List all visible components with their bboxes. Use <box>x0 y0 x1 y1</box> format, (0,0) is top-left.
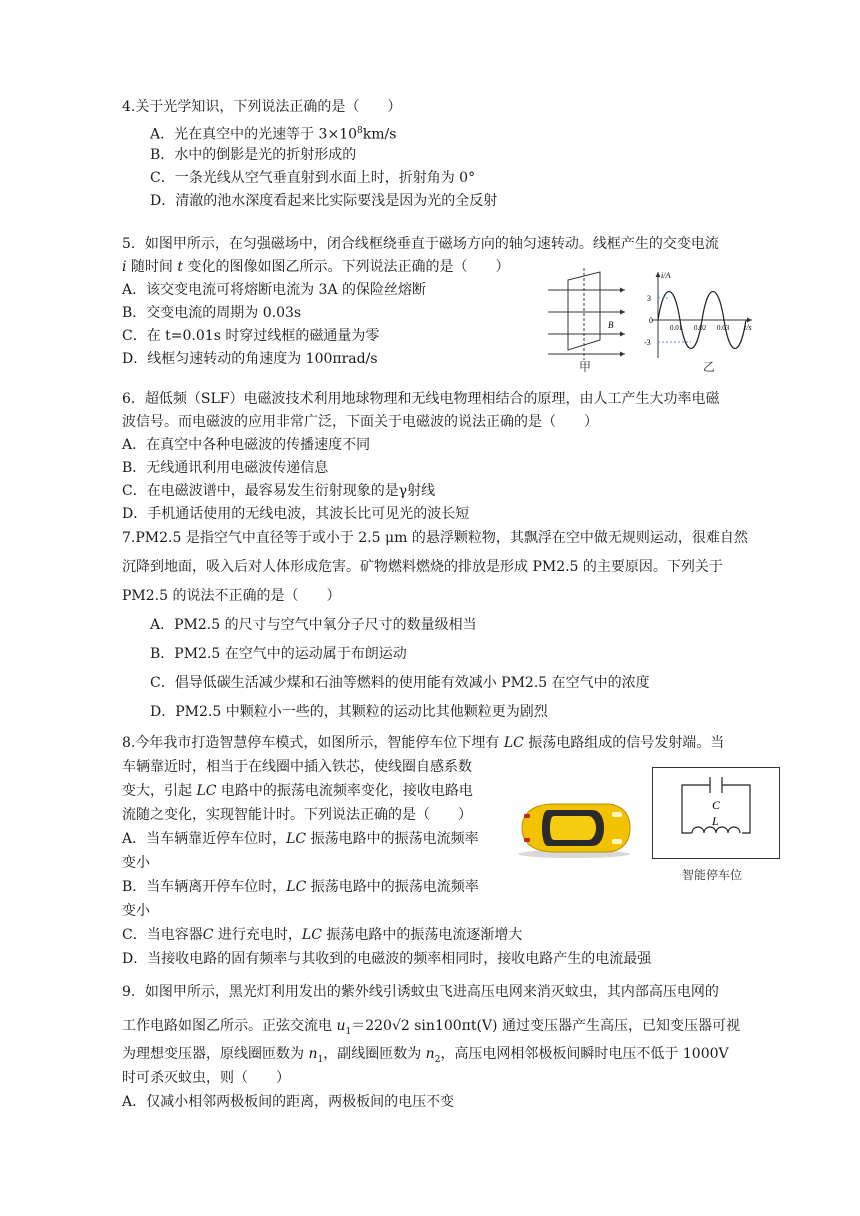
q6-option-a: A．在真空中各种电磁波的传播速度不同 <box>122 437 371 453</box>
q4-option-b: B．水中的倒影是光的折射形成的 <box>150 147 357 163</box>
q8-c-a: C．当电容器 <box>122 927 203 943</box>
q9-stem2-a: 工作电路如图乙所示。正弦交流电 <box>122 1018 337 1034</box>
q5-yi-x-axis: t/s <box>744 323 752 332</box>
q8-stem-line3 <box>122 781 473 801</box>
q4-a-pre: A．光在真空中的光速等于 3×10 <box>150 126 358 143</box>
q9-stem2-b: ＝220 <box>351 1018 392 1034</box>
q8-b1-b: 振荡电路中的振荡电流频率 <box>306 879 479 895</box>
q8-stem-line4: 流随之变化，实现智能计时。下列说法正确的是（ ） <box>122 807 472 823</box>
q4-option-d: D．清澈的池水深度看起来比实际要浅是因为光的全反射 <box>150 193 498 209</box>
q5-yi-x-tick-3: 0.03 <box>717 324 730 332</box>
q5-stem-line2 <box>122 257 509 277</box>
q9-stem-line3 <box>122 1044 729 1070</box>
circuit-c-label: C <box>712 798 721 812</box>
q8-stem1-a: 8.今年我市打造智慧停车模式，如图所示，智能停车位下埋有 <box>122 735 504 751</box>
q5-yi-y-bottom: -3 <box>644 338 651 347</box>
q8-a1-a: A．当车辆靠近停车位时， <box>122 831 287 847</box>
q5-stem2-b: 随时间 <box>126 259 178 275</box>
q8-stem-line1 <box>122 733 724 753</box>
q5-jia-b-label: B <box>608 320 614 330</box>
q5-jia-caption: 甲 <box>579 360 592 374</box>
q8-stem1-b: 振荡电路组成的信号发射端。当 <box>523 735 725 751</box>
q9-stem3-a: 为理想变压器，原线圈匝数为 <box>122 1046 309 1062</box>
q5-figure-yi <box>640 268 760 360</box>
q5-yi-x-tick-2: 0.02 <box>694 324 707 332</box>
q8-stem3-b: 电路中的振荡电流频率变化，接收电路电 <box>216 783 473 799</box>
q6-option-b: B．无线通讯利用电磁波传递信息 <box>122 460 329 476</box>
q7-stem-line2: 沉降到地面，吸入后对人体形成危害。矿物燃料燃烧的排放是形成 PM2.5 的主要原因。下列关于 <box>122 559 723 575</box>
q7-option-a: A．PM2.5 的尺寸与空气中氧分子尺寸的数量级相当 <box>150 617 477 633</box>
q5-stem2-d: 变化的图像如图乙所示。下列说法正确的是（ ） <box>183 259 510 275</box>
q8-b1-a: B．当车辆离开停车位时， <box>122 879 287 895</box>
q8-lc-3: LC <box>286 831 307 847</box>
q8-option-c <box>122 925 522 945</box>
q9-option-a: A．仅减小相邻两极板间的距离，两极板间的电压不变 <box>122 1094 455 1110</box>
q6-stem-line1: 6．超低频（SLF）电磁波技术利用地球物理和无线电物理相结合的原理，由人工产生大功率电磁 <box>122 391 720 407</box>
q8-option-a-line1 <box>122 829 479 849</box>
q9-stem-line1: 9．如图甲所示，黑光灯利用发出的紫外线引诱蚊虫飞进高压电网来消灭蚊虫，其内部高压电网的 <box>122 984 719 1000</box>
q9-var-u: u <box>336 1018 346 1034</box>
q9-n1: n <box>308 1046 318 1062</box>
lc-circuit-caption: 智能停车位 <box>682 868 743 882</box>
q4-stem: 4.关于光学知识，下列说法正确的是（ ） <box>122 99 402 115</box>
q5-yi-caption: 乙 <box>703 360 716 374</box>
q9-sqrt2: √2 <box>391 1018 410 1034</box>
q9-n1-sub: 1 <box>317 1054 324 1065</box>
q8-option-b-line1 <box>122 877 479 897</box>
q5-option-d: D．线框匀速转动的角速度为 100πrad/s <box>122 351 378 367</box>
q9-stem2-c: sin100πt(V) 通过变压器产生高压，已知变压器可视 <box>409 1018 740 1034</box>
q8-option-d: D．当接收电路的固有频率与其收到的电磁波的频率相同时，接收电路产生的电流最强 <box>122 951 652 967</box>
q5-yi-x-tick-1: 0.01 <box>670 324 683 332</box>
q8-stem-line2: 车辆靠近时，相当于在线圈中插入铁芯，使线圈自感系数 <box>122 759 472 775</box>
q8-lc-4: LC <box>286 879 307 895</box>
q9-stem3-b: ，副线圈匝数为 <box>323 1046 426 1062</box>
q4-a-post: km/s <box>362 126 397 143</box>
q4-option-c: C．一条光线从空气垂直射到水面上时，折射角为 0° <box>150 170 476 186</box>
q6-option-d: D．手机通话使用的无线电波，其波长比可见光的波长短 <box>122 506 470 522</box>
q8-c-b: 进行充电时， <box>213 927 302 943</box>
q9-var-u-sub: 1 <box>345 1026 352 1037</box>
q9-stem-line2 <box>122 1016 740 1042</box>
q7-option-b: B．PM2.5 在空气中的运动属于布朗运动 <box>150 646 407 662</box>
q6-option-c: C．在电磁波谱中，最容易发生衍射现象的是γ射线 <box>122 483 436 499</box>
q6-stem-line2: 波信号。而电磁波的应用非常广泛，下面关于电磁波的说法正确的是（ ） <box>122 414 598 430</box>
q8-a1-b: 振荡电路中的振荡电流频率 <box>306 831 479 847</box>
q8-lc-1: LC <box>503 735 524 751</box>
q8-stem3-a: 变大，引起 <box>122 783 197 799</box>
q7-option-c: C．倡导低碳生活减少煤和石油等燃料的使用能有效减小 PM2.5 在空气中的浓度 <box>150 675 650 691</box>
q7-stem-line1: 7.PM2.5 是指空气中直径等于或小于 2.5 μm 的悬浮颗粒物，其飘浮在空中做无规则运动，很难自然 <box>122 530 748 546</box>
q5-option-a: A．该交变电流可将熔断电流为 3A 的保险丝熔断 <box>122 282 427 298</box>
q4-a-sup: 8 <box>357 126 363 136</box>
q9-n2: n <box>425 1046 435 1062</box>
q8-lc-2: LC <box>196 783 217 799</box>
q5-option-c: C．在 t=0.01s 时穿过线框的磁通量为零 <box>122 328 380 344</box>
q9-stem-line4: 时可杀灭蚊虫，则（ ） <box>122 1070 290 1086</box>
q5-var-t: t <box>177 259 184 275</box>
circuit-l-label: L <box>712 814 719 828</box>
q8-lc-5: LC <box>301 927 322 943</box>
q4-option-a <box>150 121 396 145</box>
q9-stem3-c: ，高压电网相邻极板间瞬时电压不低于 1000V <box>440 1046 729 1062</box>
q5-stem-line1: 5．如图甲所示，在匀强磁场中，闭合线框绕垂直于磁场方向的轴匀速转动。线框产生的交变电流 <box>122 236 719 252</box>
q8-capacitor-c: C <box>202 927 214 943</box>
q5-option-b: B．交变电流的周期为 0.03s <box>122 305 302 321</box>
q7-stem-line3: PM2.5 的说法不正确的是（ ） <box>122 588 341 604</box>
q5-figure-jia <box>540 268 630 370</box>
q9-n2-sub: 2 <box>434 1054 441 1065</box>
q5-var-i: i <box>122 259 127 275</box>
q8-option-b-line2: 变小 <box>122 903 150 919</box>
q8-option-a-line2: 变小 <box>122 855 150 871</box>
q5-yi-y-axis: i/A <box>661 271 671 280</box>
q8-c-c: 振荡电路中的振荡电流逐渐增大 <box>321 927 523 943</box>
car-illustration <box>514 796 634 860</box>
lc-circuit-figure <box>652 767 780 859</box>
q5-yi-y-top: 3 <box>647 294 651 303</box>
q7-option-d: D．PM2.5 中颗粒小一些的，其颗粒的运动比其他颗粒更为剧烈 <box>150 704 548 720</box>
q5-yi-origin: 0 <box>649 316 653 325</box>
